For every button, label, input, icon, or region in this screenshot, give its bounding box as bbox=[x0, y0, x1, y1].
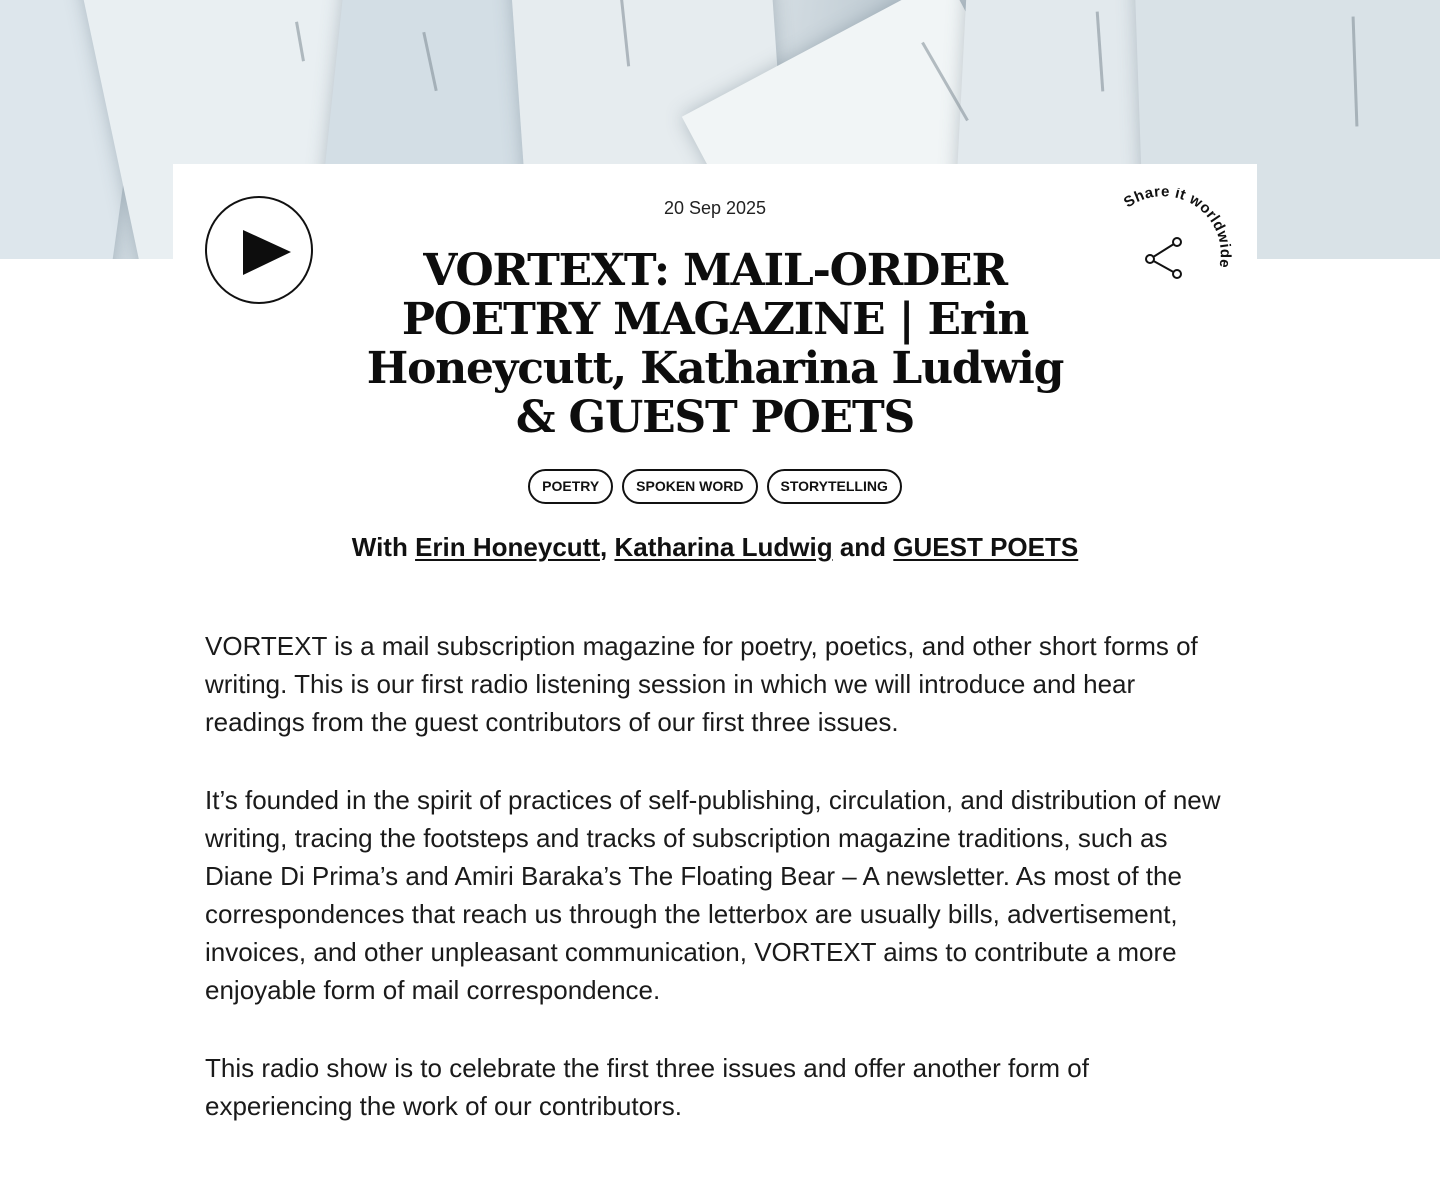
with-prefix: With bbox=[351, 532, 408, 562]
hosts-line bbox=[340, 528, 1090, 566]
tag-poetry[interactable]: POETRY bbox=[528, 469, 613, 504]
share-icon bbox=[1146, 238, 1181, 278]
host-separator: , bbox=[600, 532, 608, 562]
tag-spoken-word[interactable]: SPOKEN WORD bbox=[622, 469, 757, 504]
episode-description bbox=[205, 627, 1225, 1165]
svg-text:Share it worldwide bbox=[1121, 188, 1234, 269]
tag-storytelling[interactable]: STORYTELLING bbox=[767, 469, 902, 504]
play-button[interactable] bbox=[205, 196, 313, 304]
tag-list bbox=[420, 469, 1010, 504]
play-icon bbox=[207, 198, 311, 302]
description-paragraph: This radio show is to celebrate the first three issues and offer another form of experiencing the work of our contributors. bbox=[205, 1053, 1089, 1121]
share-button[interactable] bbox=[1120, 188, 1240, 308]
host-and: and bbox=[839, 532, 887, 562]
host-link-erin-honeycutt[interactable]: Erin Honeycutt bbox=[415, 532, 600, 562]
episode-date: 20 Sep 2025 bbox=[663, 198, 767, 218]
host-link-katharina-ludwig[interactable]: Katharina Ludwig bbox=[614, 532, 833, 562]
page-title: VORTEXT: MAIL-ORDER POETRY MAGAZINE | Erin Honeycutt, Katharina Ludwig & GUEST POETS bbox=[366, 245, 1064, 443]
description-paragraph: VORTEXT is a mail subscription magazine for poetry, poetics, and other short forms of writing. This is our first radio listening session in which we will introduce and hear readings from the guest contributors of our first three issues. bbox=[205, 631, 1198, 737]
description-paragraph: It’s founded in the spirit of practices of self-publishing, circulation, and distribution of new writing, tracing the footsteps and tracks of subscription magazine traditions, such as Diane Di Prima’s and Amiri Baraka’s The Floating Bear – A newsletter. As most of the correspondences that reach us through the letterbox are usually bills, advertisement, invoices, and other unpleasant communication, VORTEXT aims to contribute a more enjoyable form of mail correspondence. bbox=[205, 785, 1221, 1005]
share-label: Share it worldwide bbox=[1120, 188, 1234, 270]
host-link-guest-poets[interactable]: GUEST POETS bbox=[893, 532, 1079, 562]
